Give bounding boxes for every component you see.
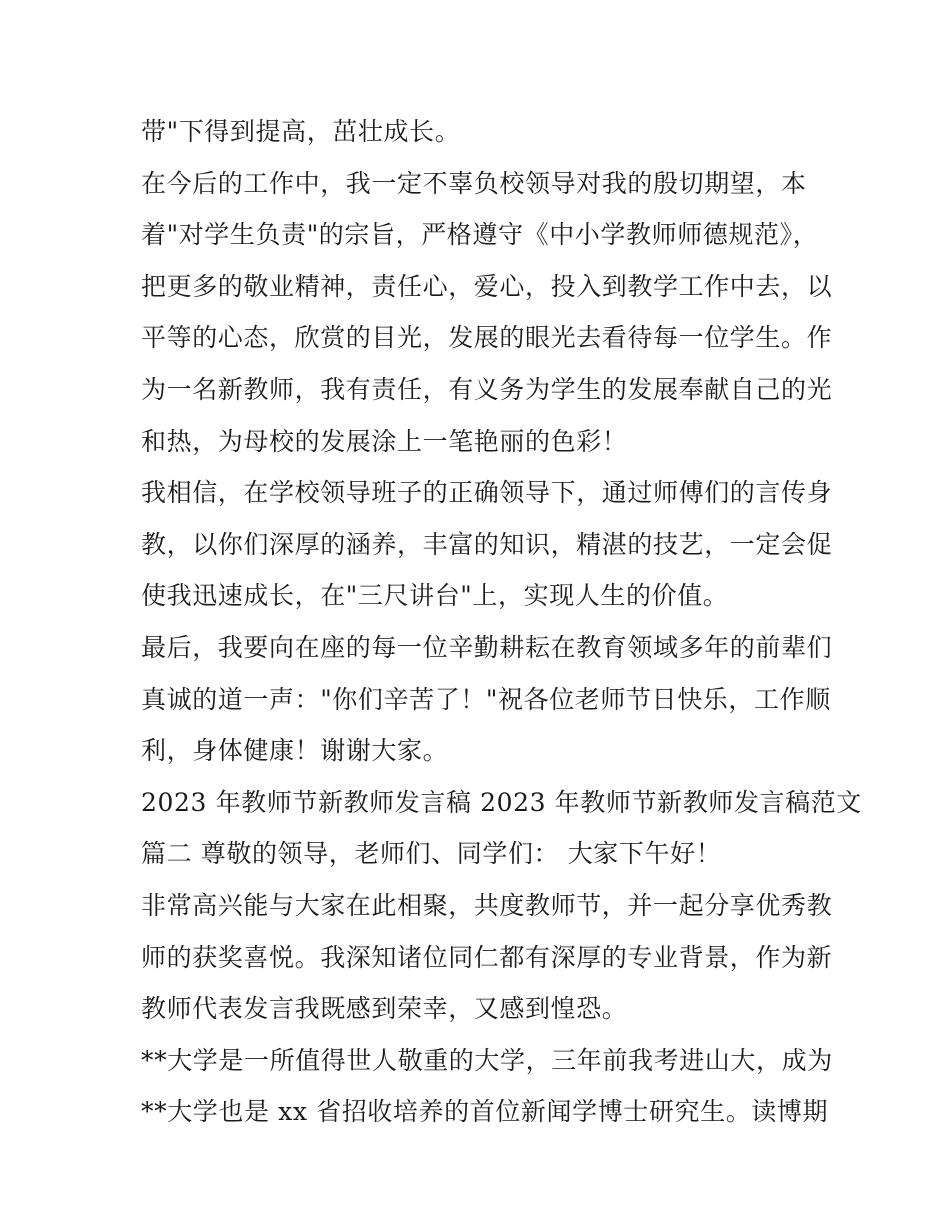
text-line: 和热，为母校的发展涂上一笔艳丽的色彩！ bbox=[141, 426, 628, 456]
text-line: 把更多的敬业精神，责任心，爱心，投入到教学工作中去，以 bbox=[141, 271, 833, 301]
text-line: **大学是一所值得世人敬重的大学，三年前我考进山大，成为 bbox=[141, 1045, 833, 1075]
text-line: 带"下得到提高，茁壮成长。 bbox=[141, 117, 461, 146]
text-line: 着"对学生负责"的宗旨，严格遵守《中小学教师师德规范》， bbox=[141, 220, 819, 250]
text-line: 非常高兴能与大家在此相聚，共度教师节，并一起分享优秀教 bbox=[141, 890, 833, 920]
text-line: 使我迅速成长，在"三尺讲台"上，实现人生的价值。 bbox=[141, 581, 729, 611]
text-line: 师的获奖喜悦。我深知诸位同仁都有深厚的专业背景，作为新 bbox=[141, 942, 833, 972]
text-line: 教，以你们深厚的涵养，丰富的知识，精湛的技艺，一定会促 bbox=[141, 529, 833, 559]
text-line: 平等的心态，欣赏的目光，发展的眼光去看待每一位学生。作 bbox=[141, 323, 833, 353]
text-line: 真诚的道一声："你们辛苦了！"祝各位老师节日快乐，工作顺 bbox=[141, 684, 831, 714]
text-line: 篇二 尊敬的领导，老师们、同学们： 大家下午好！ bbox=[141, 839, 722, 869]
text-line: 我相信，在学校领导班子的正确领导下，通过师傅们的言传身 bbox=[141, 478, 833, 508]
text-line: **大学也是 xx 省招收培养的首位新闻学博士研究生。读博期 bbox=[141, 1097, 829, 1127]
text-line: 2023 年教师节新教师发言稿 2023 年教师节新教师发言稿范文 bbox=[141, 787, 862, 817]
text-line: 在今后的工作中，我一定不辜负校领导对我的殷切期望，本 bbox=[141, 168, 807, 198]
text-line: 教师代表发言我既感到荣幸，又感到惶恐。 bbox=[141, 994, 628, 1024]
text-line: 为一名新教师，我有责任，有义务为学生的发展奉献自己的光 bbox=[141, 374, 833, 404]
text-line: 最后，我要向在座的每一位辛勤耕耘在教育领域多年的前辈们 bbox=[141, 632, 833, 662]
text-line: 利，身体健康！谢谢大家。 bbox=[141, 736, 449, 766]
document-body bbox=[141, 106, 862, 1138]
